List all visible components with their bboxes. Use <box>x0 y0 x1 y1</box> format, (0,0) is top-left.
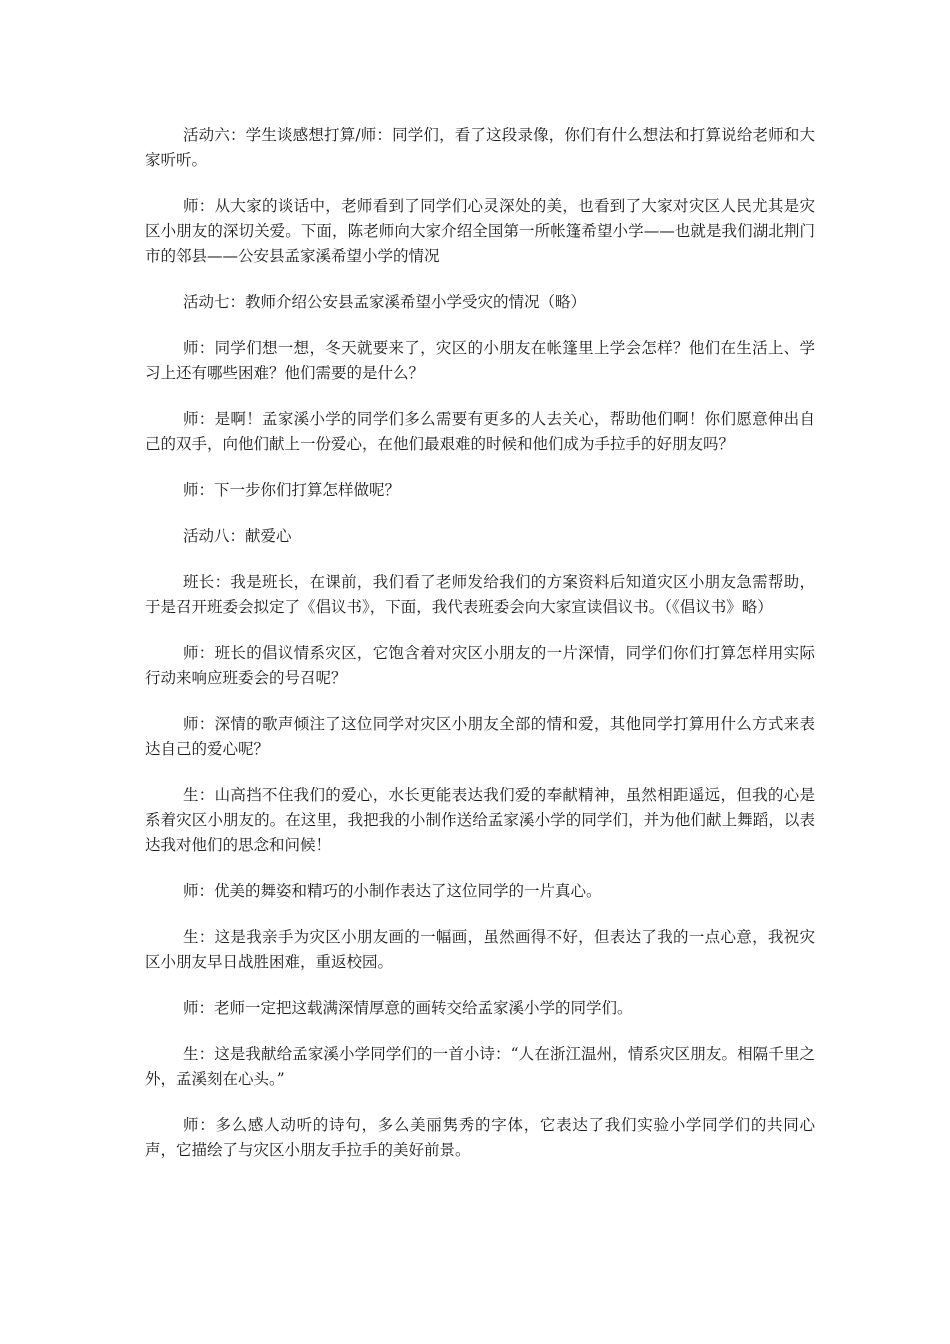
paragraph-teacher-deliver: 师：老师一定把这载满深情厚意的画转交给孟家溪小学的同学们。 <box>183 999 633 1017</box>
document-body <box>145 123 815 1184</box>
paragraph-activity-six: 活动六：学生谈感想打算/师：同学们，看了这段录像，你们有什么想法和打算说给老师和大家听听。 <box>145 126 815 169</box>
paragraph-activity-seven: 活动七：教师介绍公安县孟家溪希望小学受灾的情况（略） <box>183 293 587 311</box>
paragraph-monitor-proposal: 班长：我是班长，在课前，我们看了老师发给我们的方案资料后知道灾区小朋友急需帮助，于是召开班委会拟定了《倡议书》，下面，我代表班委会向大家宣读倡议书。（《倡议书》略） <box>145 573 815 616</box>
paragraph-teacher-appeal: 师：是啊！孟家溪小学的同学们多么需要有更多的人去关心，帮助他们啊！你们愿意伸出自己的双手，向他们献上一份爱心，在他们最艰难的时候和他们成为手拉手的好朋友吗？ <box>145 410 815 453</box>
paragraph-teacher-song: 师：深情的歌声倾注了这位同学对灾区小朋友全部的情和爱，其他同学打算用什么方式来表达自己的爱心呢？ <box>145 715 815 758</box>
paragraph-student-dance: 生：山高挡不住我们的爱心，水长更能表达我们爱的奉献精神，虽然相距遥远，但我的心是系着灾区小朋友的。在这里，我把我的小制作送给孟家溪小学的同学们，并为他们献上舞蹈，以表达我对他们的思念和问候！ <box>145 786 815 854</box>
paragraph-teacher-next-step: 师：下一步你们打算怎样做呢？ <box>183 481 401 499</box>
paragraph-teacher-praise: 师：优美的舞姿和精巧的小制作表达了这位同学的一片真心。 <box>183 882 602 900</box>
paragraph-teacher-response: 师：班长的倡议情系灾区，它饱含着对灾区小朋友的一片深情，同学们你们打算怎样用实际行动来响应班委会的号召呢？ <box>145 644 815 687</box>
paragraph-teacher-conclusion: 师：多么感人动听的诗句，多么美丽隽秀的字体，它表达了我们实验小学同学们的共同心声，它描绘了与灾区小朋友手拉手的美好前景。 <box>145 1116 815 1159</box>
paragraph-teacher-question: 师：同学们想一想，冬天就要来了，灾区的小朋友在帐篷里上学会怎样？他们在生活上、学习上还有哪些困难？他们需要的是什么？ <box>145 339 815 382</box>
paragraph-student-poem: 生：这是我献给孟家溪小学同学们的一首小诗：“人在浙江温州，情系灾区朋友。相隔千里之外，孟溪刻在心头。” <box>145 1045 815 1088</box>
paragraph-activity-eight: 活动八：献爱心 <box>183 527 292 545</box>
paragraph-teacher-intro: 师：从大家的谈话中，老师看到了同学们心灵深处的美，也看到了大家对灾区人民尤其是灾区小朋友的深切关爱。下面，陈老师向大家介绍全国第一所帐篷希望小学——也就是我们湖北荆门市的邻县——公安县孟家溪希望小学的情况 <box>145 197 815 265</box>
paragraph-student-drawing: 生：这是我亲手为灾区小朋友画的一幅画，虽然画得不好，但表达了我的一点心意，我祝灾区小朋友早日战胜困难，重返校园。 <box>145 928 815 971</box>
